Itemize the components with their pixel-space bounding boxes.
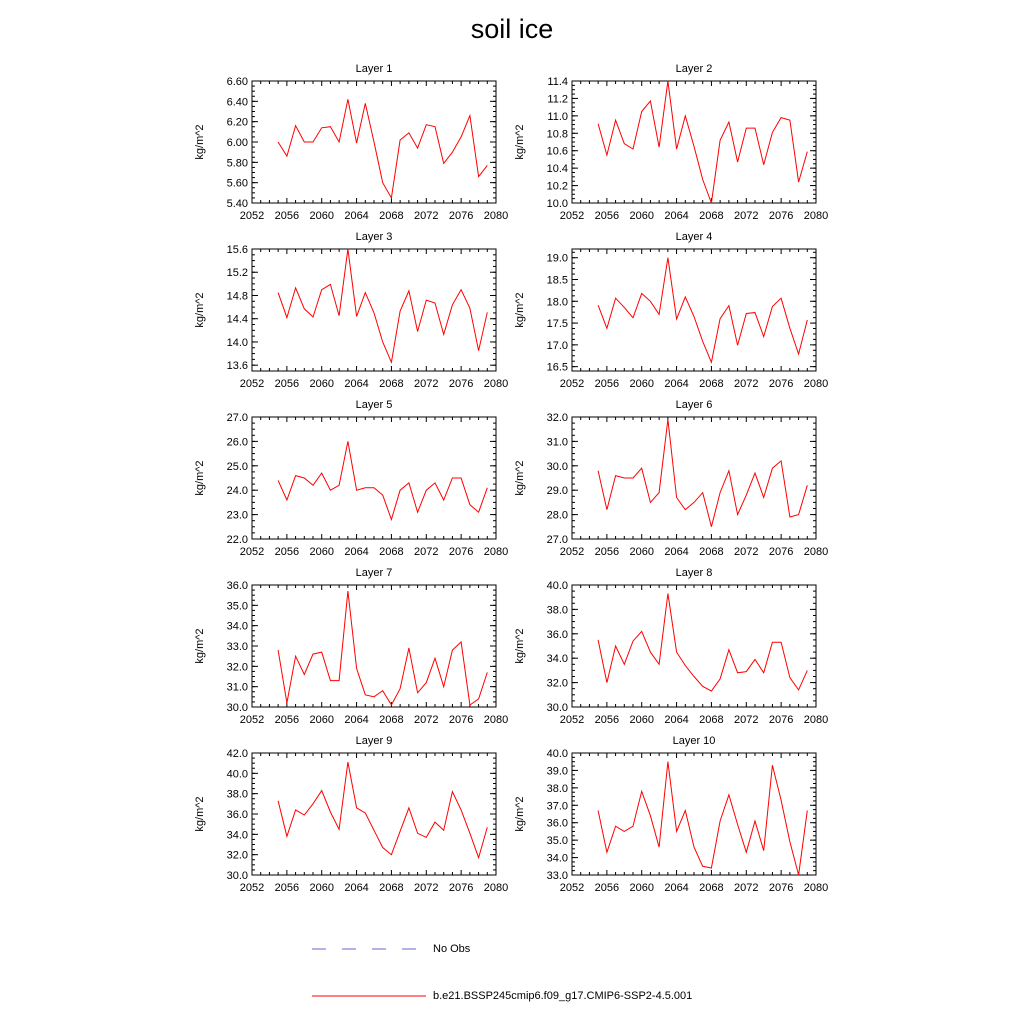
panel-title: Layer 1 [355, 63, 393, 75]
x-tick-label: 2068 [699, 882, 724, 894]
panel-title: Layer 8 [675, 567, 713, 579]
y-tick-label: 37.0 [546, 800, 568, 813]
x-tick-label: 2072 [734, 546, 759, 558]
y-tick-label: 6.40 [226, 96, 248, 109]
figure-title: soil ice [470, 14, 554, 44]
panel-title: Layer 9 [355, 735, 393, 747]
y-tick-label: 30.0 [226, 870, 248, 882]
panel-title: Layer 3 [355, 231, 393, 243]
y-axis-label: kg/m^2 [514, 124, 526, 160]
panel-title: Layer 2 [675, 63, 713, 75]
x-tick-label: 2052 [239, 714, 265, 726]
y-tick-label: 39.0 [546, 765, 568, 778]
y-tick-label: 19.0 [546, 252, 568, 265]
y-tick-label: 38.0 [226, 788, 248, 801]
x-tick-label: 2068 [379, 378, 404, 390]
y-axis-label: kg/m^2 [194, 628, 206, 664]
y-tick-label: 5.40 [226, 198, 248, 210]
x-tick-label: 2080 [483, 714, 509, 726]
x-tick-label: 2080 [803, 882, 829, 894]
y-tick-label: 32.0 [226, 661, 248, 674]
y-tick-label: 31.0 [546, 436, 568, 449]
x-tick-label: 2072 [414, 546, 439, 558]
x-tick-label: 2064 [344, 378, 369, 390]
x-tick-label: 2060 [309, 882, 334, 894]
y-tick-label: 10.0 [546, 198, 568, 210]
x-tick-label: 2068 [699, 378, 724, 390]
y-tick-label: 40.0 [226, 768, 248, 781]
y-tick-label: 27.0 [226, 412, 248, 424]
x-tick-label: 2056 [594, 210, 620, 222]
y-tick-label: 5.80 [226, 157, 248, 170]
y-tick-label: 32.0 [546, 677, 568, 690]
x-tick-label: 2072 [734, 714, 759, 726]
y-tick-label: 23.0 [226, 509, 248, 522]
y-tick-label: 34.0 [226, 620, 248, 633]
y-tick-label: 14.0 [226, 336, 248, 349]
legend-obs-label: No Obs [433, 943, 471, 955]
x-tick-label: 2068 [379, 546, 404, 558]
y-axis-label: kg/m^2 [514, 796, 526, 832]
y-tick-label: 11.0 [547, 110, 568, 123]
panel-title: Layer 5 [355, 399, 393, 411]
y-tick-label: 6.20 [226, 116, 248, 129]
x-tick-label: 2068 [379, 882, 404, 894]
x-tick-label: 2072 [414, 378, 439, 390]
y-tick-label: 32.0 [226, 849, 248, 862]
y-tick-label: 28.0 [546, 509, 568, 522]
y-tick-label: 14.4 [226, 313, 248, 326]
y-tick-label: 15.6 [226, 244, 248, 256]
x-tick-label: 2064 [664, 210, 689, 222]
x-tick-label: 2064 [664, 378, 689, 390]
x-tick-label: 2052 [559, 378, 585, 390]
x-tick-label: 2056 [274, 546, 300, 558]
x-tick-label: 2060 [309, 210, 334, 222]
x-tick-label: 2076 [768, 210, 794, 222]
y-tick-label: 10.2 [546, 180, 568, 193]
x-tick-label: 2068 [699, 546, 724, 558]
y-axis-label: kg/m^2 [514, 292, 526, 328]
x-tick-label: 2064 [344, 210, 369, 222]
x-tick-label: 2068 [699, 714, 724, 726]
x-tick-label: 2060 [629, 714, 654, 726]
y-tick-label: 6.00 [226, 137, 248, 149]
y-tick-label: 15.2 [226, 267, 248, 280]
x-tick-label: 2072 [734, 882, 759, 894]
x-tick-label: 2064 [664, 714, 689, 726]
x-tick-label: 2060 [629, 210, 654, 222]
x-tick-label: 2056 [594, 378, 620, 390]
x-tick-label: 2064 [664, 882, 689, 894]
y-tick-label: 6.60 [226, 76, 248, 88]
x-tick-label: 2072 [734, 378, 759, 390]
x-tick-label: 2076 [768, 714, 794, 726]
y-tick-label: 10.8 [546, 128, 568, 141]
x-tick-label: 2072 [734, 210, 759, 222]
x-tick-label: 2076 [768, 378, 794, 390]
x-tick-label: 2056 [594, 882, 620, 894]
y-tick-label: 17.0 [546, 339, 568, 352]
x-tick-label: 2080 [803, 210, 829, 222]
x-tick-label: 2056 [274, 714, 300, 726]
x-tick-label: 2076 [448, 378, 474, 390]
x-tick-label: 2052 [559, 882, 585, 894]
y-tick-label: 38.0 [546, 782, 568, 795]
x-tick-label: 2080 [483, 210, 509, 222]
x-tick-label: 2076 [768, 882, 794, 894]
x-tick-label: 2052 [559, 210, 585, 222]
x-tick-label: 2060 [629, 378, 654, 390]
x-tick-label: 2068 [379, 714, 404, 726]
y-tick-label: 33.0 [546, 870, 568, 882]
x-tick-label: 2056 [274, 882, 300, 894]
x-tick-label: 2064 [344, 546, 369, 558]
x-tick-label: 2052 [239, 546, 265, 558]
x-tick-label: 2076 [448, 210, 474, 222]
y-tick-label: 36.0 [226, 809, 248, 821]
x-tick-label: 2052 [239, 882, 265, 894]
y-tick-label: 34.0 [546, 852, 568, 865]
y-tick-label: 42.0 [226, 748, 248, 760]
y-tick-label: 11.4 [547, 76, 568, 88]
x-tick-label: 2072 [414, 714, 439, 726]
x-tick-label: 2080 [483, 378, 509, 390]
x-tick-label: 2064 [344, 882, 369, 894]
x-tick-label: 2060 [309, 378, 334, 390]
x-tick-label: 2060 [309, 714, 334, 726]
y-tick-label: 14.8 [226, 290, 248, 303]
y-tick-label: 38.0 [546, 604, 568, 617]
x-tick-label: 2060 [629, 546, 654, 558]
y-tick-label: 29.0 [546, 485, 568, 498]
y-tick-label: 25.0 [226, 460, 248, 473]
y-tick-label: 5.60 [226, 177, 248, 190]
x-tick-label: 2052 [559, 714, 585, 726]
y-tick-label: 22.0 [226, 534, 248, 546]
x-tick-label: 2068 [699, 210, 724, 222]
y-tick-label: 33.0 [226, 641, 248, 653]
x-tick-label: 2076 [768, 546, 794, 558]
y-tick-label: 17.5 [546, 318, 568, 331]
x-tick-label: 2064 [344, 714, 369, 726]
x-tick-label: 2076 [448, 882, 474, 894]
panel-title: Layer 10 [672, 735, 716, 747]
y-axis-label: kg/m^2 [194, 460, 206, 496]
x-tick-label: 2060 [309, 546, 334, 558]
x-tick-label: 2056 [594, 546, 620, 558]
x-tick-label: 2056 [274, 378, 300, 390]
y-tick-label: 36.0 [546, 628, 568, 641]
legend-model-label: b.e21.BSSP245cmip6.f09_g17.CMIP6-SSP2-4.5.001 [433, 990, 693, 1002]
y-tick-label: 16.5 [546, 361, 568, 374]
y-tick-label: 26.0 [226, 436, 248, 449]
y-axis-label: kg/m^2 [194, 796, 206, 832]
x-tick-label: 2060 [629, 882, 654, 894]
y-tick-label: 30.0 [546, 702, 568, 714]
y-tick-label: 32.0 [546, 412, 568, 424]
y-axis-label: kg/m^2 [514, 628, 526, 664]
y-axis-label: kg/m^2 [514, 460, 526, 496]
x-tick-label: 2080 [483, 882, 509, 894]
y-tick-label: 35.0 [226, 600, 248, 613]
y-axis-label: kg/m^2 [194, 292, 206, 328]
y-tick-label: 40.0 [546, 580, 568, 592]
x-tick-label: 2072 [414, 882, 439, 894]
panel-title: Layer 6 [675, 399, 713, 411]
x-tick-label: 2076 [448, 714, 474, 726]
x-tick-label: 2052 [239, 210, 265, 222]
y-tick-label: 27.0 [546, 534, 568, 546]
y-tick-label: 34.0 [226, 829, 248, 842]
x-tick-label: 2076 [448, 546, 474, 558]
x-tick-label: 2080 [803, 378, 829, 390]
x-tick-label: 2064 [664, 546, 689, 558]
y-tick-label: 40.0 [546, 748, 568, 760]
y-tick-label: 18.5 [546, 274, 568, 287]
y-tick-label: 30.0 [226, 702, 248, 714]
y-tick-label: 10.6 [546, 145, 568, 158]
x-tick-label: 2052 [559, 546, 585, 558]
y-tick-label: 11.2 [547, 93, 568, 106]
x-tick-label: 2080 [483, 546, 509, 558]
y-tick-label: 18.0 [546, 296, 568, 309]
y-tick-label: 31.0 [226, 681, 248, 694]
y-tick-label: 36.0 [546, 817, 568, 830]
panel-title: Layer 4 [675, 231, 713, 243]
y-tick-label: 13.6 [226, 360, 248, 373]
x-tick-label: 2068 [379, 210, 404, 222]
x-tick-label: 2080 [803, 546, 829, 558]
y-axis-label: kg/m^2 [194, 124, 206, 160]
y-tick-label: 34.0 [546, 653, 568, 666]
x-tick-label: 2072 [414, 210, 439, 222]
x-tick-label: 2052 [239, 378, 265, 390]
y-tick-label: 36.0 [226, 580, 248, 592]
y-tick-label: 10.4 [546, 163, 568, 176]
x-tick-label: 2056 [594, 714, 620, 726]
x-tick-label: 2080 [803, 714, 829, 726]
y-tick-label: 30.0 [546, 460, 568, 473]
y-tick-label: 35.0 [546, 835, 568, 848]
panel-title: Layer 7 [355, 567, 393, 579]
x-tick-label: 2056 [274, 210, 300, 222]
y-tick-label: 24.0 [226, 485, 248, 498]
